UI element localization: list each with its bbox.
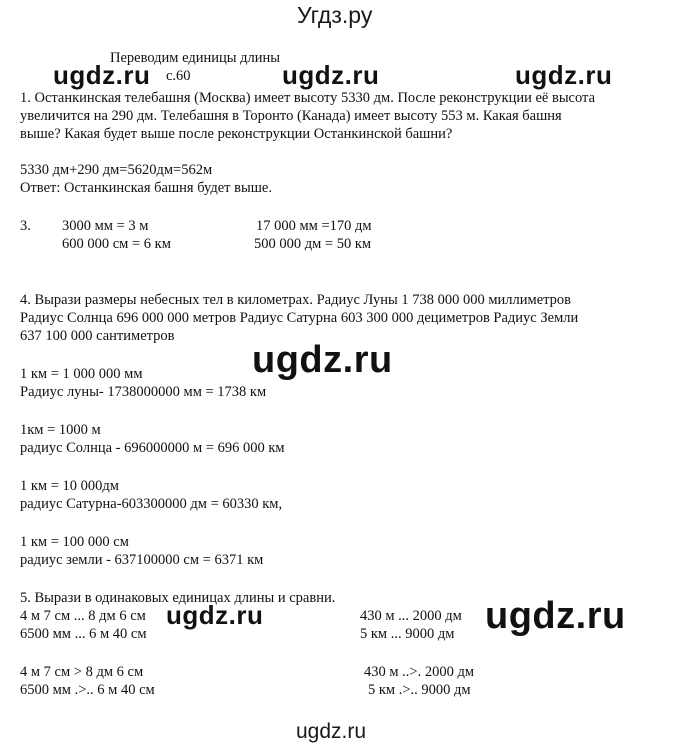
watermark-top-left: ugdz.ru — [53, 60, 151, 90]
watermark-bottom-left: ugdz.ru — [166, 600, 264, 630]
earth-radius: радиус земли - 637100000 см = 6371 км — [20, 552, 264, 568]
task5-left-2: 6500 мм ... 6 м 40 см — [20, 626, 147, 642]
sun-conversion-rule: 1км = 1000 м — [20, 422, 101, 438]
task3-left-2: 600 000 см = 6 км — [62, 236, 171, 252]
task1-line-3: выше? Какая будет выше после реконструкции Останкинской башни? — [20, 126, 453, 142]
page-number: с.60 — [166, 68, 191, 84]
watermark-bottom-right: ugdz.ru — [485, 595, 626, 637]
footer-site-link[interactable]: ugdz.ru — [296, 720, 367, 743]
site-title: Угдз.ру — [297, 2, 373, 28]
doc-title: Переводим единицы длины — [110, 50, 281, 66]
task5-left-answer-2: 6500 мм .>.. 6 м 40 см — [20, 682, 155, 698]
task3-right-2: 500 000 дм = 50 км — [254, 236, 372, 252]
task5-right-answer-2: 5 км .>.. 9000 дм — [368, 682, 471, 698]
task3-right-1: 17 000 мм =170 дм — [256, 218, 372, 234]
task1-solution: 5330 дм+290 дм=5620дм=562м — [20, 162, 213, 178]
saturn-radius: радиус Сатурна-603300000 дм = 60330 км, — [20, 496, 283, 512]
watermark-top-right: ugdz.ru — [515, 60, 613, 90]
task4-line-1: 4. Вырази размеры небесных тел в километрах. Радиус Луны 1 738 000 000 миллиметров — [20, 292, 572, 308]
sun-radius: радиус Солнца - 696000000 м = 696 000 км — [20, 440, 285, 456]
task5-left-answer-1: 4 м 7 см > 8 дм 6 см — [20, 664, 144, 680]
task1-answer: Ответ: Останкинская башня будет выше. — [20, 180, 272, 196]
earth-conversion-rule: 1 км = 100 000 см — [20, 534, 129, 550]
task3-number: 3. — [20, 218, 31, 234]
task4-line-2: Радиус Солнца 696 000 000 метров Радиус Сатурна 603 300 000 дециметров Радиус Земли — [20, 310, 579, 326]
moon-radius: Радиус луны- 1738000000 мм = 1738 км — [20, 384, 267, 400]
task1-line-2: увеличится на 290 дм. Телебашня в Торонто (Канада) имеет высоту 553 м. Какая башня — [20, 108, 562, 124]
saturn-conversion-rule: 1 км = 10 000дм — [20, 478, 119, 494]
moon-conversion-rule: 1 км = 1 000 000 мм — [20, 366, 143, 382]
task1-line-1: 1. Останкинская телебашня (Москва) имеет высоту 5330 дм. После реконструкции её высота — [20, 90, 596, 106]
task3-left-1: 3000 мм = 3 м — [62, 218, 149, 234]
watermark-middle: ugdz.ru — [252, 339, 393, 381]
watermark-top-center: ugdz.ru — [282, 60, 380, 90]
task5-title: 5. Вырази в одинаковых единицах длины и сравни. — [20, 590, 336, 606]
task4-line-3: 637 100 000 сантиметров — [20, 328, 175, 344]
task5-left-1: 4 м 7 см ... 8 дм 6 см — [20, 608, 146, 624]
task5-right-2: 5 км ... 9000 дм — [360, 626, 455, 642]
task5-right-1: 430 м ... 2000 дм — [360, 608, 462, 624]
task5-right-answer-1: 430 м ..>. 2000 дм — [364, 664, 475, 680]
